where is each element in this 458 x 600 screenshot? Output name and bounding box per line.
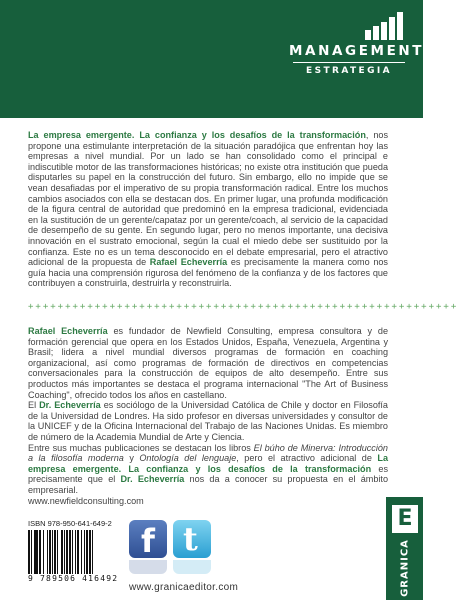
isbn-block xyxy=(28,519,120,583)
bio-dr: Dr. Echeverría xyxy=(39,400,101,411)
logo-subtitle: ESTRATEGIA xyxy=(306,66,392,76)
management-logo xyxy=(289,12,425,76)
separator-line: ++++++++++++++++++++++++++++++++++++++++++++++++++++++++++ xyxy=(28,302,458,312)
logo-title: MANAGEMENT xyxy=(289,43,425,59)
bio-text-6: nos da a conocer su propuesta en el ámbito empresarial. xyxy=(28,474,388,495)
bio-dr-2: Dr. Echeverría xyxy=(120,474,185,485)
bio-text-4: , pero el atractivo adicional de xyxy=(236,453,378,464)
bio-y: y xyxy=(123,453,140,464)
isbn-text: ISBN 978-950-641-649-2 xyxy=(28,519,112,528)
bio-text-3: Entre sus muchas publicaciones se destacan los libros xyxy=(28,442,254,453)
intro-author: Rafael Echeverría xyxy=(149,257,228,268)
book-1: El búho de Minerva: Introducción a la filosofía moderna xyxy=(28,442,388,464)
bio-author: Rafael Echeverría xyxy=(28,326,108,336)
bio-text-1: es fundador de Newfield Consulting, empresa consultora y de formación gerencial que opera en los Estados Unidos, España, Venezuela, Argentina y Brasil; lidera a nivel mundial diversos programas de formación en coaching organizacional, así como programas de formación de directivos en competencias conversacionales para la construcción de equipos de alto desempeño. Entre sus productos más importantes se destaca el programa internacional "The Art of Business Coaching", ofrecido todos los años en castellano. xyxy=(28,326,388,400)
newfield-website[interactable]: www.newfieldconsulting.com xyxy=(28,495,144,506)
header-band xyxy=(0,0,423,118)
barcode xyxy=(28,530,120,574)
barcode-stripe xyxy=(93,530,94,574)
bio-paragraph xyxy=(28,326,388,506)
twitter-icon[interactable] xyxy=(173,520,211,558)
barcode-number: 9 789506 416492 xyxy=(28,574,119,583)
side-brand xyxy=(390,540,420,596)
bars-icon xyxy=(289,12,409,40)
logo-divider xyxy=(293,62,405,63)
intro-paragraph: La empresa emergente. La confianza y los desafíos de la transformación, nos propone una estimulante interpretación de la situación paradójica que enfrentan hoy las empresas a nivel mundial. Por un lado se han consolidado como el principal e indiscutible motor de las transformaciones históricas; no existe otra institución que pueda disputarles su papel en la construcción del futuro. Sin embargo, ello no impide que se vean desafiadas por el imperativo de su propia transformación radical. Entre los muchos cambios asociados con ella se destacan dos. En primer lugar, una profunda modificación de la figura central de autoridad que predominó en la empresa tradicional, evidenciada en la sustitución de un gerente/capataz por un gerente/coach, al servicio de la capacidad de desempeño de su gente. En segundo lugar, pero no menos importante, una decisiva innovación en el sustrato emocional, según la cual el miedo debe ser sustituido por la confianza. Este no es un tema desconocido en el debate empresarial, pero el atractivo adicional de la propuesta de Rafael Echeverría es precisamente la manera como nos guía hacia una comprensión rigurosa del fenómeno de la confianza y de los factores que contribuyen a construirla, destruirla y reconstruirla. xyxy=(28,130,388,289)
bio-text-5: es precisamente que el xyxy=(28,463,389,485)
twitter-reflection xyxy=(173,560,211,574)
intro-text-1: , nos propone una estimulante interpretación de la situación paradójica que enfrentan hoy las empresas a nivel mundial. Por un lado se han consolidado como el principal e indiscutible motor de las transformaciones históricas; no existe otra institución que pueda disputarles su papel en la construcción del futuro. Sin embargo, ello no impide que se vean desafiadas por el imperativo de su propia transformación radical. Entre los muchos cambios asociados con ella se destacan dos. En primer lugar, una profunda modificación de la figura central de autoridad que predominó en la empresa tradicional, evidenciada en la sustitución de un gerente/capataz por un gerente/coach, al servicio de la capacidad de desempeño de su gente. En segundo lugar, pero no menos importante, una decisiva innovación en el sustrato emocional, según la cual el miedo debe ser sustituido por la confianza. Este no es un tema desconocido en el debate empresarial, pero el atractivo adicional de la propuesta de xyxy=(28,130,388,268)
facebook-icon[interactable] xyxy=(129,520,167,558)
book-title-b: La confianza y los desafíos de la transformación xyxy=(139,130,366,140)
book-title-a: La empresa emergente xyxy=(28,130,132,140)
facebook-glyph: f xyxy=(141,522,155,560)
side-letter: E xyxy=(392,505,418,533)
intro-text-2: es precisamente la manera como nos guía hacia una comprensión rigurosa del fenómeno de la confianza y de los factores que contribuyen a construirla, destruirla y reconstruirla. xyxy=(28,257,388,289)
book-2: Ontología del lenguaje xyxy=(139,453,237,464)
twitter-glyph: t xyxy=(183,520,198,558)
side-brand-text: GRANICA xyxy=(399,539,411,597)
bio-text-2: es sociólogo de la Universidad Católica de Chile y doctor en Filosofía de la Universidad de Londres. Ha sido profesor en diversas universidades y consultor de la UNICEF y de la Oficina Internacional del Trabajo de las Naciones Unidas. Es miembro de número de la Academia Mundial de Arte y Ciencia. xyxy=(28,400,388,442)
publisher-website[interactable]: www.granicaeditor.com xyxy=(129,582,239,593)
bio-el: El xyxy=(28,400,40,411)
book-3: La empresa emergente. La confianza y los desafíos de la transformación xyxy=(28,453,389,474)
facebook-reflection xyxy=(129,560,167,574)
